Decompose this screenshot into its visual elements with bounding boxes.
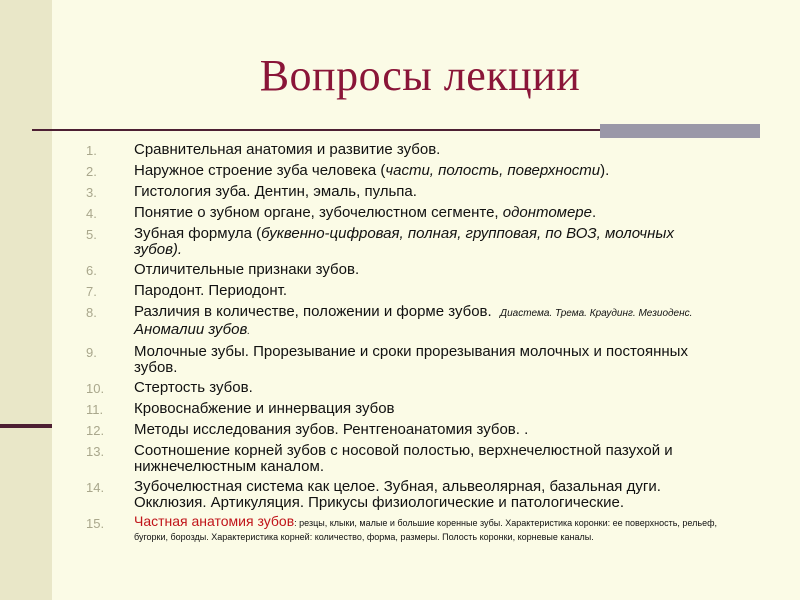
topic-text: Гистология зуба. Дентин, эмаль, пульпа. bbox=[134, 183, 417, 200]
topic-number: 14. bbox=[86, 480, 105, 495]
topic-item bbox=[86, 443, 726, 475]
topic-number: 1. bbox=[86, 143, 97, 158]
topic-number: 15. bbox=[86, 516, 105, 531]
topic-item bbox=[86, 401, 726, 418]
topic-item bbox=[86, 184, 726, 201]
topic-item bbox=[86, 226, 726, 258]
topic-text: Соотношение корней зубов с носовой полостью, верхнечелюстной пазухой и нижнечелюстным каналом. bbox=[134, 442, 673, 475]
topic-item bbox=[86, 515, 726, 543]
topic-item bbox=[86, 262, 726, 279]
topic-number: 6. bbox=[86, 263, 97, 278]
topic-text: Различия в количестве, положении и форме зубов. Диастема. Трема. Краудинг. Мезиоденс. Аномалии зубов. bbox=[134, 303, 693, 338]
topic-text: Понятие о зубном органе, зубочелюстном сегменте, одонтомере. bbox=[134, 204, 597, 221]
topic-item bbox=[86, 422, 726, 439]
topic-text: Молочные зубы. Прорезывание и сроки прорезывания молочных и постоянных зубов. bbox=[134, 343, 688, 376]
topic-text: Кровоснабжение и иннервация зубов bbox=[134, 400, 395, 417]
topic-number: 12. bbox=[86, 423, 105, 438]
topic-item bbox=[86, 479, 726, 511]
left-accent-bar bbox=[0, 424, 52, 428]
title-accent-bar bbox=[600, 124, 760, 138]
topic-number: 10. bbox=[86, 381, 105, 396]
topic-text: Пародонт. Периодонт. bbox=[134, 282, 288, 299]
topic-text: Зубочелюстная система как целое. Зубная, альвеолярная, базальная дуги. Окклюзия. Артикуляция. Прикусы физиологические и патологические. bbox=[134, 478, 661, 511]
topic-number: 7. bbox=[86, 284, 97, 299]
topic-number: 8. bbox=[86, 305, 97, 320]
topic-number: 13. bbox=[86, 444, 105, 459]
topic-item bbox=[86, 205, 726, 222]
topic-number: 4. bbox=[86, 206, 97, 221]
topic-item bbox=[86, 142, 726, 159]
topic-item bbox=[86, 163, 726, 180]
slide-title: Вопросы лекции bbox=[259, 51, 581, 100]
topic-text: Зубная формула (буквенно-цифровая, полная, групповая, по ВОЗ, молочных зубов). bbox=[134, 225, 674, 258]
topic-item bbox=[86, 304, 726, 340]
topic-text: Сравнительная анатомия и развитие зубов. bbox=[134, 141, 441, 158]
topic-item bbox=[86, 380, 726, 397]
topic-text: Отличительные признаки зубов. bbox=[134, 261, 360, 278]
topic-text: Методы исследования зубов. Рентгеноанатомия зубов. . bbox=[134, 421, 529, 438]
topic-number: 9. bbox=[86, 345, 97, 360]
topic-number: 5. bbox=[86, 227, 97, 242]
topic-text: Наружное строение зуба человека (части, полость, поверхности). bbox=[134, 162, 610, 179]
topic-number: 2. bbox=[86, 164, 97, 179]
topic-item bbox=[86, 344, 726, 376]
topic-text: Стертость зубов. bbox=[134, 379, 253, 396]
topic-text: Частная анатомия зубов: резцы, клыки, малые и большие коренные зубы. Характеристика коронки: ее поверхность, рельеф, бугорки, борозды. Характеристика корней: количество, форма, размеры. Полость коронки, корневые каналы. bbox=[134, 513, 717, 542]
topic-item bbox=[86, 283, 726, 300]
topic-number: 3. bbox=[86, 185, 97, 200]
topics-list bbox=[86, 142, 726, 547]
topic-number: 11. bbox=[86, 402, 104, 417]
